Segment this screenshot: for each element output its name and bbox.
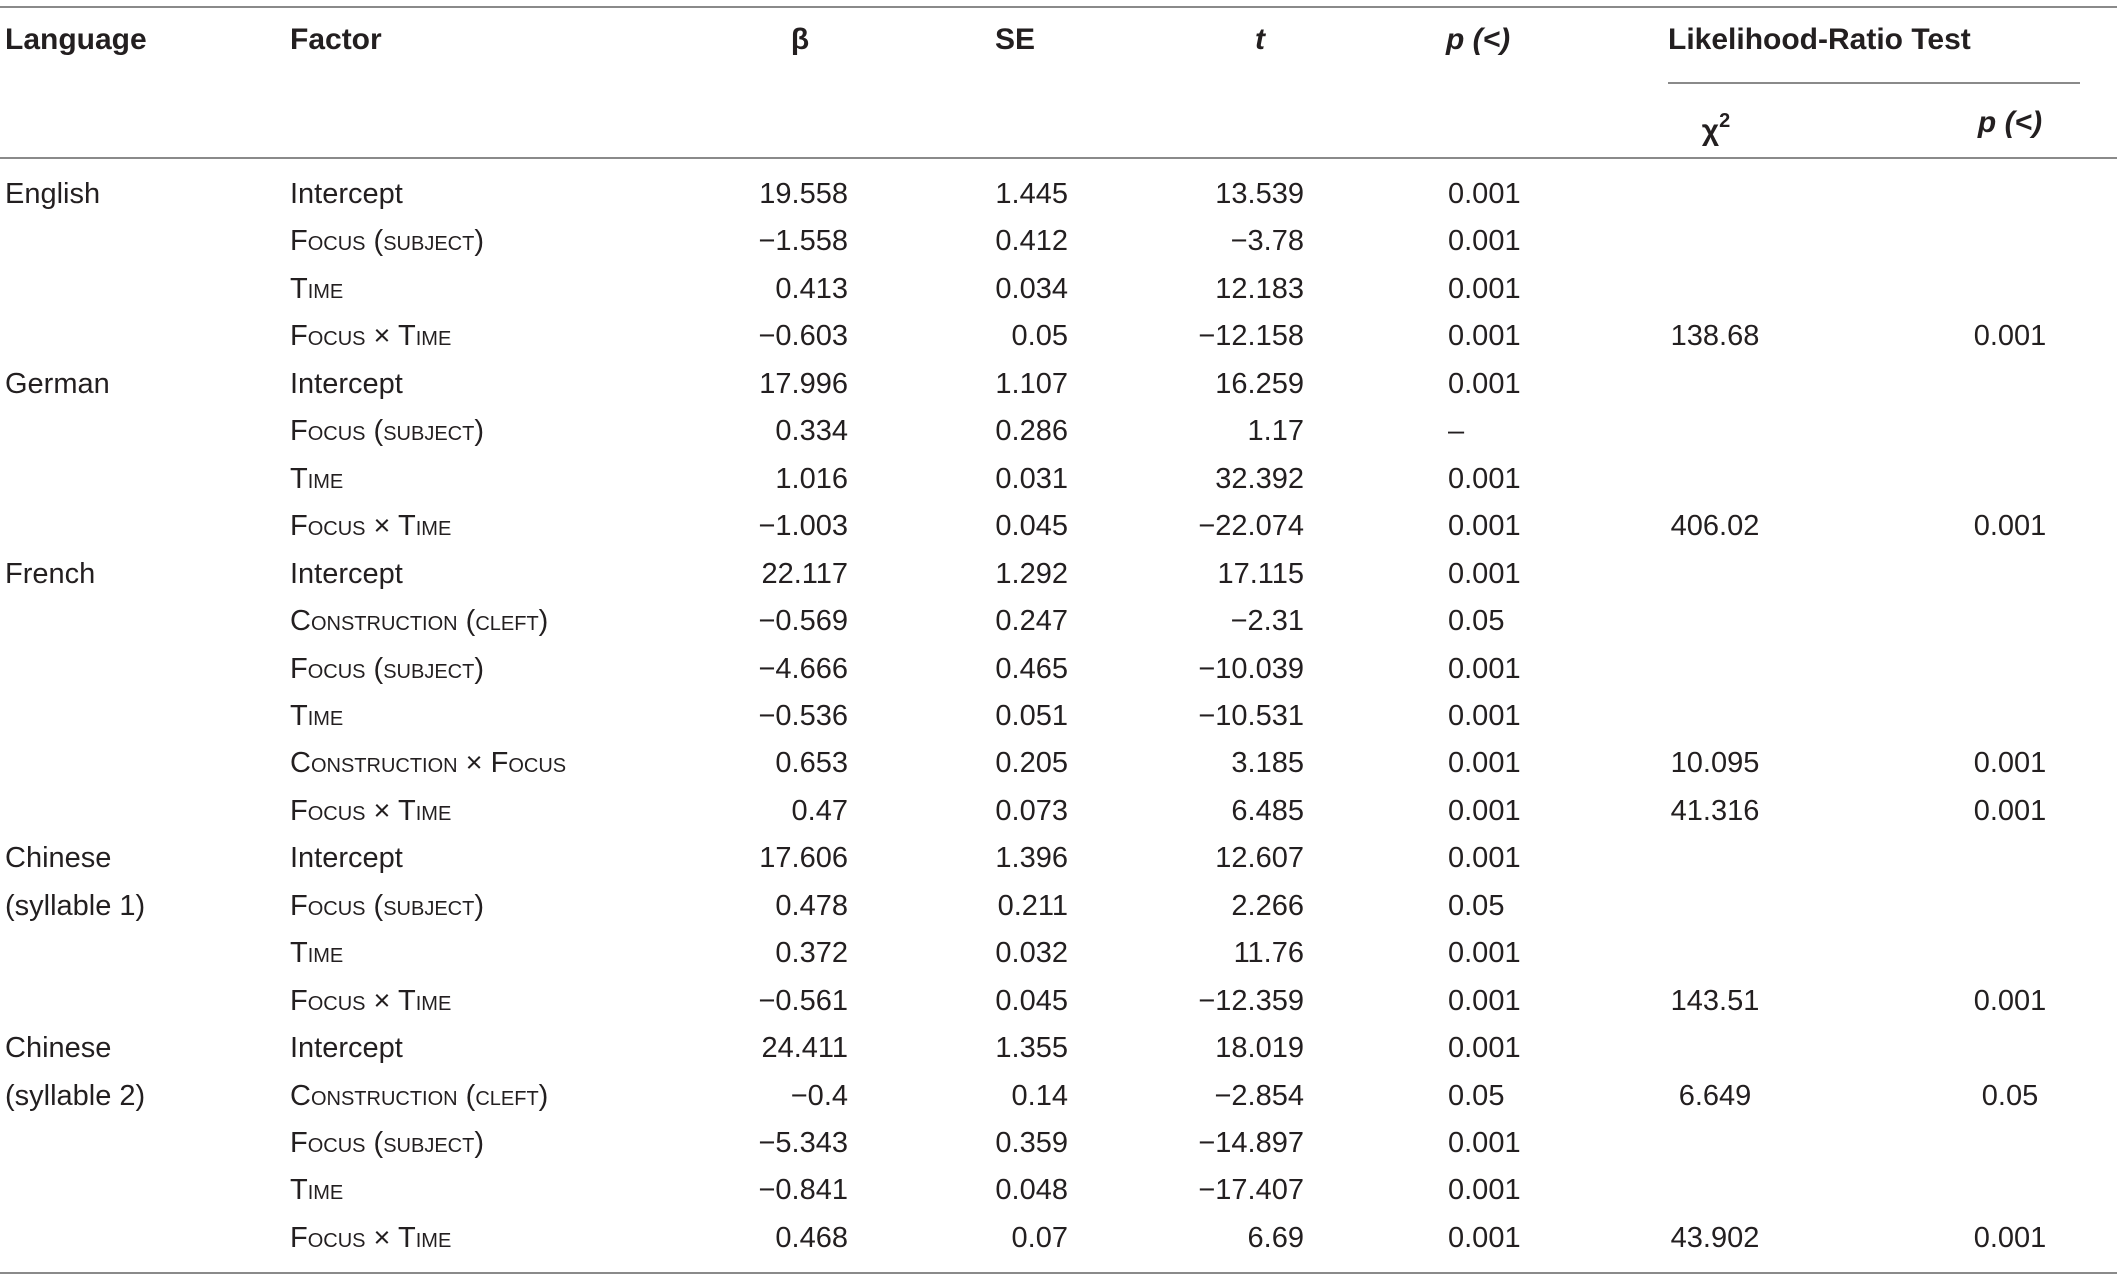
- cell-beta: 1.016: [775, 463, 848, 495]
- cell-t: −12.158: [1198, 320, 1304, 352]
- cell-factor: Construction (cleft): [290, 1080, 549, 1112]
- cell-factor: Intercept: [290, 1032, 403, 1064]
- header-beta: β: [790, 23, 810, 56]
- cell-beta: −5.343: [758, 1127, 848, 1159]
- cell-p: 0.001: [1448, 747, 1521, 779]
- cell-p: 0.001: [1448, 700, 1521, 732]
- cell-factor: Time: [290, 937, 344, 969]
- cell-p: 0.05: [1448, 605, 1505, 637]
- cell-se: 0.032: [995, 937, 1068, 969]
- cell-factor: Focus × Time: [290, 320, 452, 352]
- header-language: Language: [5, 23, 147, 56]
- cell-se: 1.396: [995, 842, 1068, 874]
- lrt-subheader-rule: [1668, 82, 2080, 84]
- cell-t: 1.17: [1247, 415, 1304, 447]
- cell-beta: 0.413: [775, 273, 848, 305]
- cell-language: Chinese: [5, 1032, 112, 1064]
- cell-se: 1.445: [995, 178, 1068, 210]
- cell-p: 0.001: [1448, 558, 1521, 590]
- cell-language: Chinese: [5, 842, 112, 874]
- cell-se: 1.292: [995, 558, 1068, 590]
- cell-p: 0.001: [1448, 225, 1521, 257]
- cell-lrt-p: 0.001: [1973, 510, 2047, 542]
- cell-factor: Intercept: [290, 178, 403, 210]
- header-bottom-rule: [0, 157, 2117, 159]
- cell-beta: −0.841: [758, 1174, 848, 1206]
- cell-t: −14.897: [1198, 1127, 1304, 1159]
- cell-se: 1.355: [995, 1032, 1068, 1064]
- cell-factor: Focus × Time: [290, 795, 452, 827]
- cell-factor: Time: [290, 700, 344, 732]
- cell-p: 0.05: [1448, 1080, 1505, 1112]
- cell-se: 0.05: [1011, 320, 1068, 352]
- header-p: p (<): [1446, 23, 1511, 56]
- cell-language: (syllable 1): [5, 890, 146, 922]
- header-chi-square: $\chi^2$: [1701, 110, 1731, 147]
- cell-se: 0.465: [995, 653, 1068, 685]
- cell-beta: −4.666: [758, 653, 848, 685]
- cell-p: 0.001: [1448, 1174, 1521, 1206]
- cell-se: 0.051: [995, 700, 1068, 732]
- cell-p: 0.001: [1448, 985, 1521, 1017]
- cell-lrt-p: 0.001: [1973, 795, 2047, 827]
- cell-factor: Intercept: [290, 842, 403, 874]
- cell-se: 0.045: [995, 510, 1068, 542]
- header-t: t: [1255, 23, 1265, 56]
- cell-t: 12.607: [1215, 842, 1304, 874]
- cell-se: 0.031: [995, 463, 1068, 495]
- cell-se: 0.07: [1011, 1222, 1068, 1254]
- cell-p: 0.001: [1448, 795, 1521, 827]
- cell-p: 0.001: [1448, 1127, 1521, 1159]
- cell-language: German: [5, 368, 110, 400]
- cell-p: 0.001: [1448, 273, 1521, 305]
- header-factor: Factor: [290, 23, 382, 56]
- table-bottom-rule: [0, 1272, 2117, 1274]
- cell-se: 1.107: [995, 368, 1068, 400]
- cell-language: (syllable 2): [5, 1080, 146, 1112]
- cell-p: 0.001: [1448, 1032, 1521, 1064]
- cell-se: 0.045: [995, 985, 1068, 1017]
- header-se: SE: [995, 23, 1036, 56]
- cell-factor: Focus (subject): [290, 890, 484, 922]
- cell-beta: 0.478: [775, 890, 848, 922]
- cell-factor: Focus (subject): [290, 415, 484, 447]
- cell-beta: 0.372: [775, 937, 848, 969]
- cell-lrt-p: 0.05: [1981, 1080, 2039, 1112]
- cell-chi-square: 138.68: [1670, 320, 1760, 352]
- cell-se: 0.073: [995, 795, 1068, 827]
- cell-beta: −0.4: [790, 1080, 848, 1112]
- cell-factor: Construction (cleft): [290, 605, 549, 637]
- cell-p: 0.001: [1448, 653, 1521, 685]
- cell-p: 0.001: [1448, 842, 1521, 874]
- cell-t: 6.485: [1231, 795, 1304, 827]
- cell-p: 0.001: [1448, 320, 1521, 352]
- cell-t: 11.76: [1233, 937, 1304, 969]
- cell-t: 18.019: [1215, 1032, 1304, 1064]
- cell-factor: Focus (subject): [290, 225, 484, 257]
- cell-factor: Focus (subject): [290, 653, 484, 685]
- cell-lrt-p: 0.001: [1973, 1222, 2047, 1254]
- cell-p: 0.001: [1448, 368, 1521, 400]
- cell-chi-square: 6.649: [1678, 1080, 1752, 1112]
- cell-t: 16.259: [1215, 368, 1304, 400]
- cell-t: −12.359: [1198, 985, 1304, 1017]
- table-top-rule: [0, 6, 2117, 8]
- cell-beta: 17.606: [759, 842, 848, 874]
- cell-t: 13.539: [1215, 178, 1304, 210]
- cell-p: –: [1448, 415, 1465, 447]
- cell-se: 0.14: [1011, 1080, 1068, 1112]
- cell-se: 0.205: [995, 747, 1068, 779]
- cell-se: 0.034: [995, 273, 1068, 305]
- cell-se: 0.247: [995, 605, 1068, 637]
- cell-beta: 22.117: [761, 558, 848, 590]
- cell-beta: −0.561: [758, 985, 848, 1017]
- header-likelihood-ratio-test: Likelihood-Ratio Test: [1668, 23, 1971, 56]
- cell-lrt-p: 0.001: [1973, 985, 2047, 1017]
- cell-p: 0.001: [1448, 1222, 1521, 1254]
- cell-t: −2.31: [1230, 605, 1304, 637]
- cell-lrt-p: 0.001: [1973, 320, 2047, 352]
- cell-se: 0.412: [995, 225, 1068, 257]
- cell-chi-square: 406.02: [1670, 510, 1760, 542]
- cell-se: 0.211: [997, 890, 1068, 922]
- cell-t: 17.115: [1217, 558, 1304, 590]
- cell-beta: −1.003: [758, 510, 848, 542]
- cell-beta: 0.334: [775, 415, 848, 447]
- cell-chi-square: 43.902: [1670, 1222, 1760, 1254]
- cell-p: 0.001: [1448, 937, 1521, 969]
- cell-factor: Intercept: [290, 558, 403, 590]
- cell-beta: −0.603: [758, 320, 848, 352]
- cell-p: 0.001: [1448, 463, 1521, 495]
- cell-t: −2.854: [1214, 1080, 1304, 1112]
- cell-p: 0.001: [1448, 178, 1521, 210]
- cell-factor: Time: [290, 273, 344, 305]
- cell-t: 2.266: [1231, 890, 1304, 922]
- cell-factor: Intercept: [290, 368, 403, 400]
- cell-beta: 17.996: [759, 368, 848, 400]
- cell-t: 32.392: [1215, 463, 1304, 495]
- cell-p: 0.05: [1448, 890, 1505, 922]
- cell-t: −10.039: [1198, 653, 1304, 685]
- cell-t: 3.185: [1231, 747, 1304, 779]
- cell-beta: −0.536: [758, 700, 848, 732]
- header-lrt-p: p (<): [1977, 106, 2043, 139]
- cell-beta: 0.47: [791, 795, 848, 827]
- cell-p: 0.001: [1448, 510, 1521, 542]
- cell-t: −22.074: [1198, 510, 1304, 542]
- cell-se: 0.359: [995, 1127, 1068, 1159]
- cell-factor: Time: [290, 463, 344, 495]
- cell-factor: Focus × Time: [290, 985, 452, 1017]
- cell-t: −10.531: [1198, 700, 1304, 732]
- cell-factor: Focus × Time: [290, 510, 452, 542]
- cell-factor: Focus (subject): [290, 1127, 484, 1159]
- cell-factor: Construction × Focus: [290, 747, 567, 779]
- cell-factor: Focus × Time: [290, 1222, 452, 1254]
- cell-beta: 24.411: [761, 1032, 848, 1064]
- cell-lrt-p: 0.001: [1973, 747, 2047, 779]
- cell-chi-square: 10.095: [1670, 747, 1760, 779]
- cell-chi-square: 143.51: [1670, 985, 1760, 1017]
- cell-beta: 19.558: [759, 178, 848, 210]
- cell-t: −17.407: [1198, 1174, 1304, 1206]
- cell-t: 12.183: [1215, 273, 1304, 305]
- cell-factor: Time: [290, 1174, 344, 1206]
- cell-t: 6.69: [1247, 1222, 1304, 1254]
- cell-se: 0.048: [995, 1174, 1068, 1206]
- cell-chi-square: 41.316: [1670, 795, 1760, 827]
- cell-language: French: [5, 558, 96, 590]
- cell-beta: 0.468: [775, 1222, 848, 1254]
- cell-beta: −1.558: [758, 225, 848, 257]
- cell-se: 0.286: [995, 415, 1068, 447]
- cell-language: English: [5, 178, 101, 210]
- cell-t: −3.78: [1230, 225, 1304, 257]
- cell-beta: −0.569: [758, 605, 848, 637]
- cell-beta: 0.653: [775, 747, 848, 779]
